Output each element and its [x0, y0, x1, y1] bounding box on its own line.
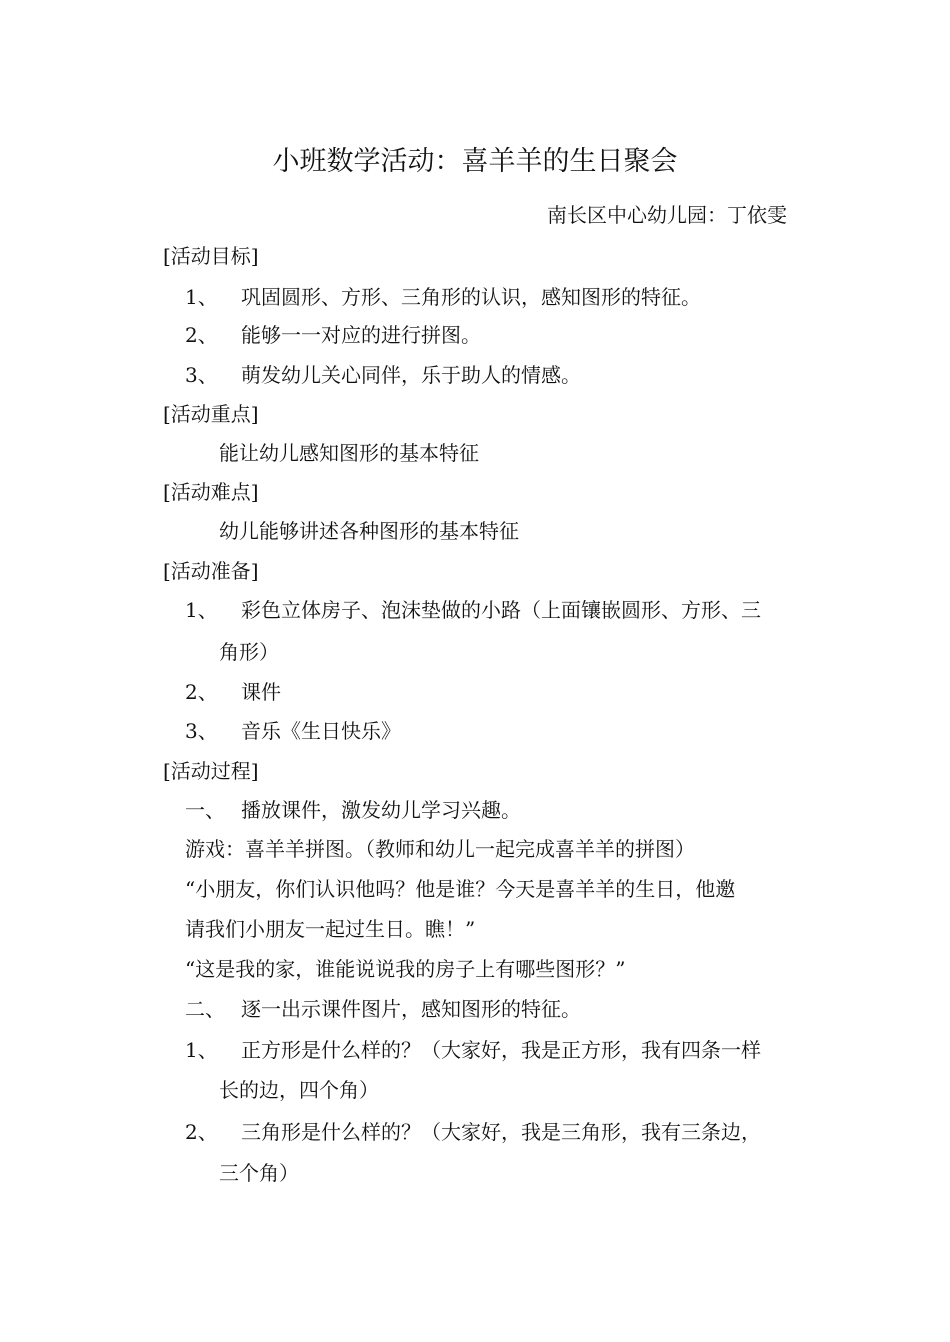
item-text: 能够一一对应的进行拼图。: [241, 323, 481, 347]
list-item: [185, 361, 581, 389]
item-text: 彩色立体房子、泡沫垫做的小路（上面镶嵌圆形、方形、三: [241, 598, 761, 622]
difficulty-text: 幼儿能够讲述各种图形的基本特征: [219, 519, 519, 543]
item-number: 2、: [185, 323, 218, 347]
step-text: 逐一出示课件图片，感知图形的特征。: [241, 997, 581, 1021]
step-text: 播放课件，激发幼儿学习兴趣。: [241, 798, 521, 822]
quote-line: “小朋友，你们认识他吗？他是谁？今天是喜羊羊的生日，他邀: [185, 877, 736, 901]
item-number: 1、: [185, 285, 218, 309]
section-heading-goals: [活动目标]: [163, 244, 259, 268]
key-point-text: 能让幼儿感知图形的基本特征: [219, 441, 479, 465]
item-number: 3、: [185, 719, 218, 743]
section-heading-difficulty: [活动难点]: [163, 480, 259, 504]
item-text: 音乐《生日快乐》: [241, 719, 401, 743]
quote-line: “这是我的家，谁能说说我的房子上有哪些图形？”: [185, 957, 626, 981]
item-number: 1、: [185, 598, 218, 622]
item-number: 2、: [185, 1120, 218, 1144]
game-text: 游戏：喜羊羊拼图。（教师和幼儿一起完成喜羊羊的拼图）: [185, 837, 695, 861]
item-text: 课件: [241, 680, 281, 704]
item-number: 3、: [185, 363, 218, 387]
item-text: 三角形是什么样的？（大家好，我是三角形，我有三条边，: [241, 1120, 761, 1144]
step-number: 一、: [185, 798, 225, 822]
step-item: [185, 995, 581, 1023]
section-heading-process: [活动过程]: [163, 759, 259, 783]
list-item: [185, 321, 481, 349]
list-item: [185, 1036, 761, 1064]
section-heading-key: [活动重点]: [163, 402, 259, 426]
list-item: [185, 717, 401, 745]
item-number: 1、: [185, 1038, 218, 1062]
step-item: [185, 796, 521, 824]
page-title: 小班数学活动：喜羊羊的生日聚会: [272, 146, 678, 177]
author-byline: 南长区中心幼儿园：丁依雯: [547, 203, 787, 227]
item-text: 萌发幼儿关心同伴，乐于助人的情感。: [241, 363, 581, 387]
item-continuation: 长的边，四个角）: [219, 1078, 379, 1102]
item-text: 正方形是什么样的？（大家好，我是正方形，我有四条一样: [241, 1038, 761, 1062]
section-heading-prep: [活动准备]: [163, 559, 259, 583]
list-item: [185, 596, 761, 624]
item-continuation: 三个角）: [219, 1161, 299, 1185]
quote-line: 请我们小朋友一起过生日。瞧！”: [185, 917, 476, 941]
item-number: 2、: [185, 680, 218, 704]
list-item: [185, 1118, 761, 1146]
step-number: 二、: [185, 997, 225, 1021]
list-item: [185, 678, 281, 706]
item-text: 巩固圆形、方形、三角形的认识，感知图形的特征。: [241, 285, 701, 309]
item-continuation: 角形）: [219, 640, 279, 664]
list-item: [185, 283, 701, 311]
